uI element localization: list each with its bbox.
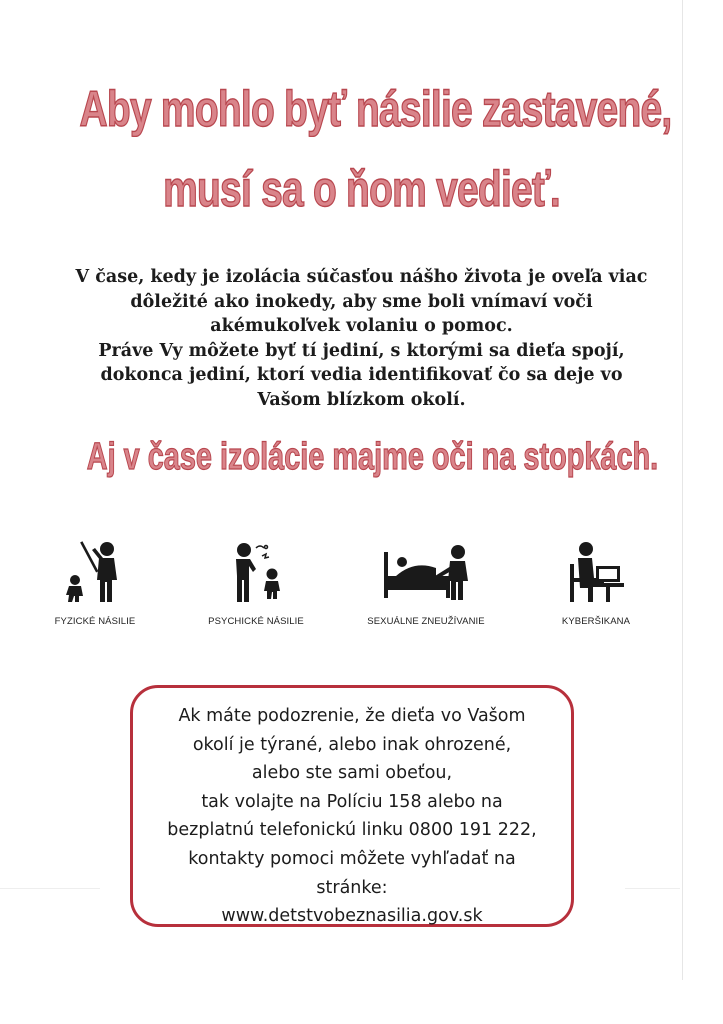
abuse-type-cyber bbox=[511, 538, 681, 627]
headline-line-2: musí sa o ňom vedieť. bbox=[163, 161, 560, 217]
scan-artifact-line bbox=[625, 888, 680, 889]
abuse-type-psychological bbox=[171, 538, 341, 627]
headline-line-1: Aby mohlo byť násilie zastavené, bbox=[79, 81, 672, 137]
help-line: Ak máte podozrenie, že dieťa vo Vašom bbox=[178, 706, 526, 726]
intro-line: V čase, kedy je izolácia súčasťou nášho života je oveľa viac bbox=[75, 267, 648, 287]
abuse-type-label: KYBERŠIKANA bbox=[561, 616, 631, 627]
sexual-abuse-icon bbox=[376, 538, 476, 604]
help-line: kontakty pomoci môžete vyhľadať na bbox=[188, 848, 516, 869]
intro-line: dokonca jediní, ktorí vedia identifikovať čo sa deje vo bbox=[100, 365, 623, 385]
psychological-violence-icon bbox=[216, 538, 296, 604]
scan-artifact-line bbox=[0, 888, 100, 889]
cyberbullying-icon bbox=[556, 538, 636, 604]
intro-line: Vašom blízkom okolí. bbox=[257, 389, 466, 410]
help-line: bezplatnú telefonickú linku 0800 191 222, bbox=[167, 820, 537, 841]
help-line: okolí je týrané, alebo inak ohrozené, bbox=[192, 734, 512, 755]
intro-line: Práve Vy môžete byť tí jediní, s ktorými sa dieťa spojí, bbox=[98, 340, 625, 361]
slogan: Aj v čase izolácie majme oči na stopkách. bbox=[86, 436, 659, 478]
intro-line: dôležité ako inokedy, aby sme boli vnímaví voči bbox=[130, 291, 593, 312]
abuse-type-label: FYZICKÉ NÁSILIE bbox=[54, 616, 136, 627]
page-edge bbox=[682, 0, 683, 980]
abuse-type-physical bbox=[10, 538, 180, 627]
help-line: alebo ste sami obeťou, bbox=[251, 763, 453, 784]
intro-line: akémukoľvek volaniu o pomoc. bbox=[210, 316, 513, 336]
help-line: stránke: bbox=[316, 877, 388, 898]
abuse-type-label: SEXUÁLNE ZNEUŽÍVANIE bbox=[367, 616, 485, 627]
abuse-type-label: PSYCHICKÉ NÁSILIE bbox=[208, 616, 304, 627]
abuse-type-sexual bbox=[341, 538, 511, 627]
help-line: tak volajte na Políciu 158 alebo na bbox=[201, 791, 503, 812]
help-contact-box bbox=[130, 685, 574, 927]
intro-text bbox=[40, 265, 683, 412]
physical-violence-icon bbox=[55, 538, 135, 604]
abuse-types-row bbox=[0, 538, 723, 638]
help-website: www.detstvobeznasilia.gov.sk bbox=[221, 906, 483, 927]
